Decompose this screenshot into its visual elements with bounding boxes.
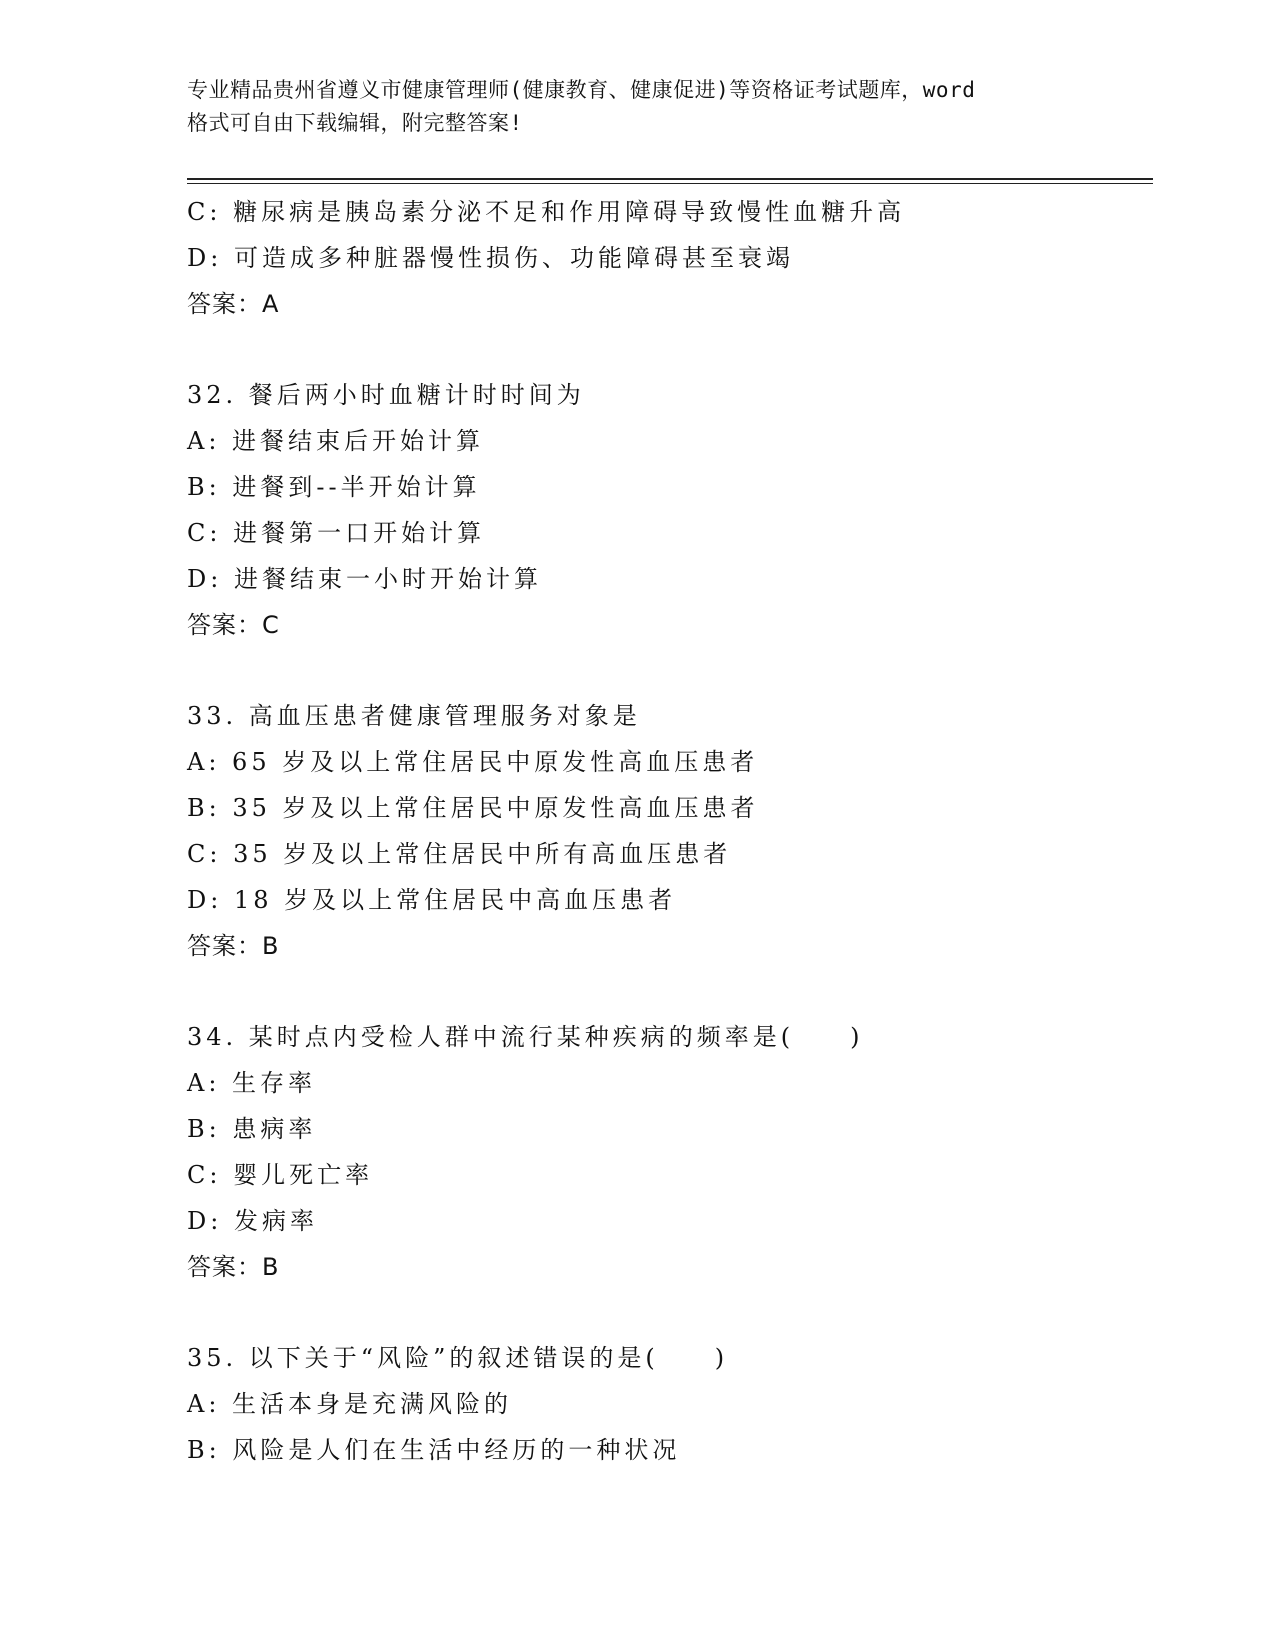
- option-c: C: 糖尿病是胰岛素分泌不足和作用障碍导致慢性血糖升高: [187, 198, 906, 226]
- option-d: D: 可造成多种脏器慢性损伤、功能障碍甚至衰竭: [187, 244, 794, 272]
- option-b: B: 35 岁及以上常住居民中原发性高血压患者: [187, 794, 759, 822]
- option-b: B: 风险是人们在生活中经历的一种状况: [187, 1436, 681, 1464]
- option-a: A: 生活本身是充满风险的: [187, 1390, 513, 1418]
- option-d: D: 18 岁及以上常住居民中高血压患者: [187, 886, 677, 914]
- option-c: C: 35 岁及以上常住居民中所有高血压患者: [187, 840, 732, 868]
- option-a: A: 生存率: [187, 1069, 317, 1097]
- question-31-tail: [187, 189, 1153, 327]
- option-d: D: 进餐结束一小时开始计算: [187, 565, 542, 593]
- option-d: D: 发病率: [187, 1207, 318, 1235]
- spacer: [187, 1290, 1153, 1335]
- question-title: 35. 以下关于“风险”的叙述错误的是( ): [187, 1344, 729, 1372]
- question-33: [187, 693, 1153, 969]
- question-list: [187, 189, 1153, 1473]
- answer: 答案：A: [187, 290, 280, 318]
- option-a: A: 65 岁及以上常住居民中原发性高血压患者: [187, 748, 759, 776]
- question-32: [187, 372, 1153, 648]
- document-header: [187, 74, 1087, 140]
- header-line-2: 格式可自由下载编辑，附完整答案!: [187, 111, 523, 135]
- question-34: [187, 1014, 1153, 1290]
- header-divider: [187, 178, 1153, 184]
- option-c: C: 进餐第一口开始计算: [187, 519, 486, 547]
- spacer: [187, 648, 1153, 693]
- answer: 答案：B: [187, 1253, 280, 1281]
- spacer: [187, 327, 1153, 372]
- question-title: 34. 某时点内受检人群中流行某种疾病的频率是( ): [187, 1023, 864, 1051]
- answer: 答案：C: [187, 611, 280, 639]
- option-a: A: 进餐结束后开始计算: [187, 427, 485, 455]
- option-b: B: 进餐到--半开始计算: [187, 473, 481, 501]
- answer: 答案：B: [187, 932, 280, 960]
- option-c: C: 婴儿死亡率: [187, 1161, 374, 1189]
- header-line-1: 专业精品贵州省遵义市健康管理师(健康教育、健康促进)等资格证考试题库，word: [187, 78, 976, 102]
- spacer: [187, 969, 1153, 1014]
- question-title: 33. 高血压患者健康管理服务对象是: [187, 702, 641, 730]
- question-35: [187, 1335, 1153, 1473]
- option-b: B: 患病率: [187, 1115, 317, 1143]
- question-title: 32. 餐后两小时血糖计时时间为: [187, 381, 585, 409]
